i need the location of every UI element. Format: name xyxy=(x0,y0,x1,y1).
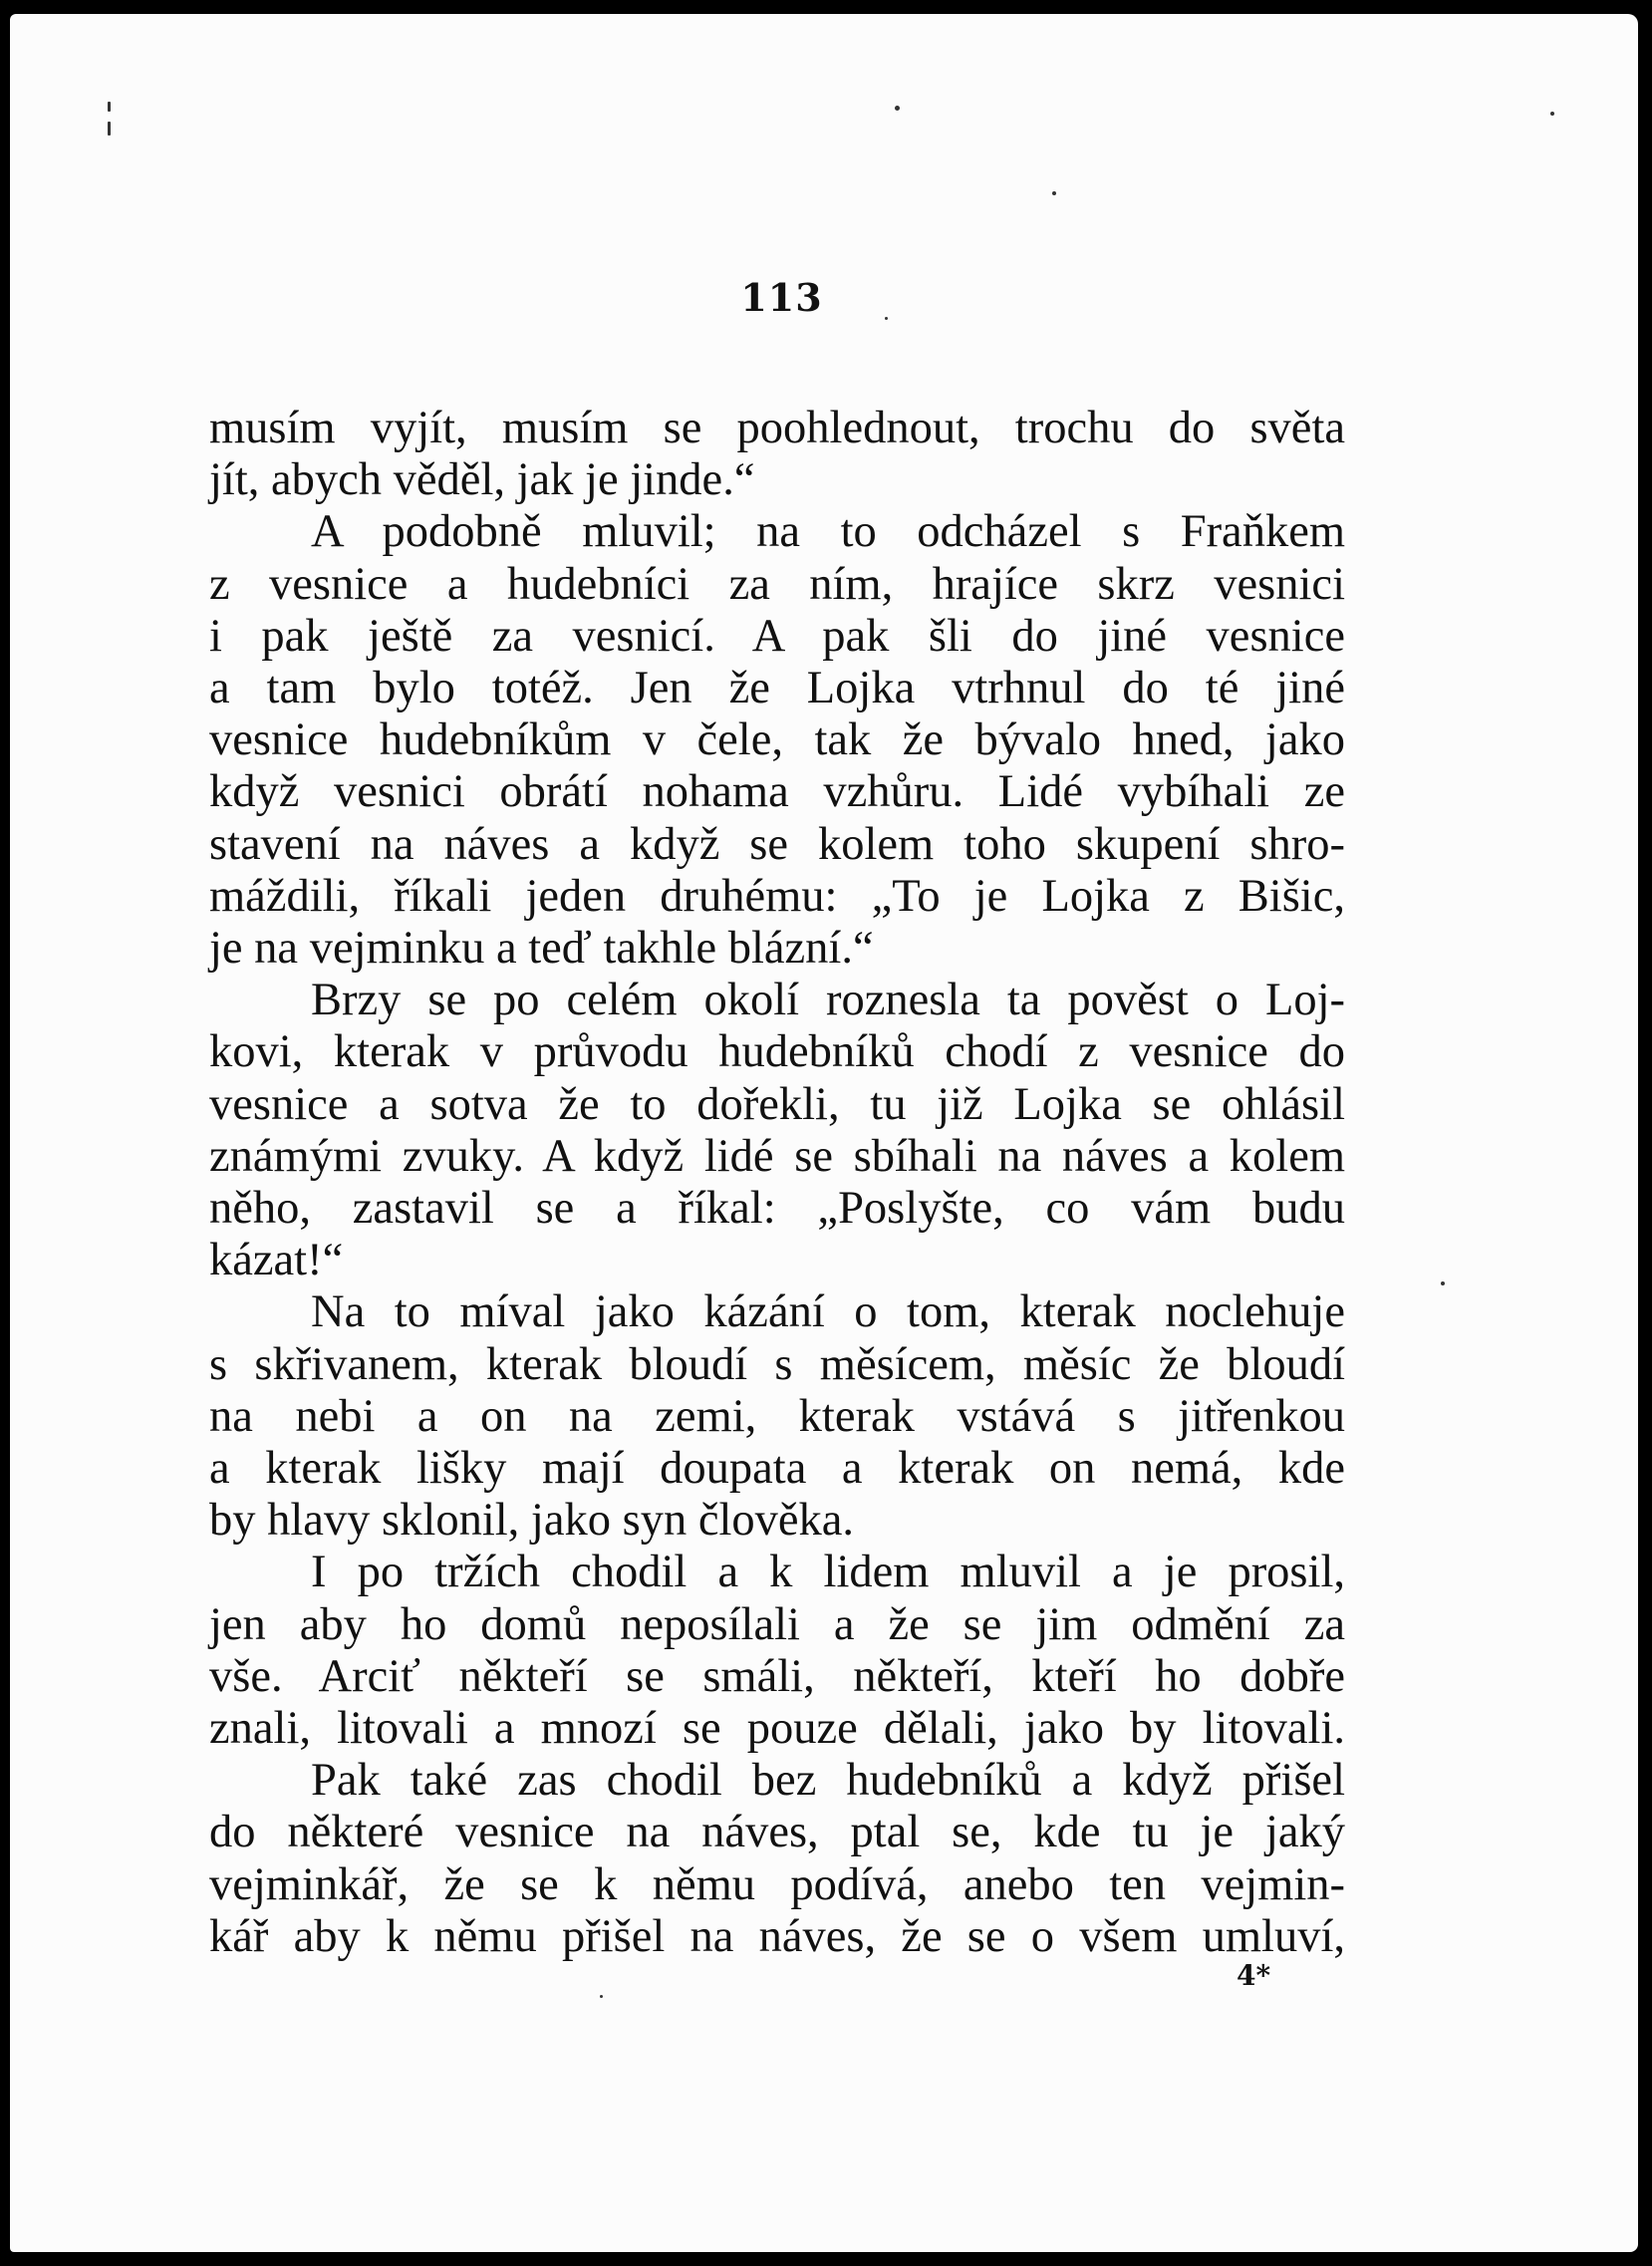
text-line: známými zvuky. A když lidé se sbíhali na náves a kolem xyxy=(209,1130,1345,1182)
text-line: na nebi a on na zemi, kterak vstává s jitřenkou xyxy=(209,1390,1345,1442)
text-line: a kterak lišky mají doupata a kterak on nemá, kde xyxy=(209,1443,1345,1495)
text-line: je na vejminku a teď takhle blázní.“ xyxy=(209,923,874,975)
text-line: kázat!“ xyxy=(209,1235,344,1286)
text-line: s skřivanem, kterak bloudí s měsícem, měsíc že bloudí xyxy=(209,1338,1345,1390)
text-line: něho, zastavil se a říkal: „Poslyšte, co vám budu xyxy=(209,1183,1345,1235)
text-line: musím vyjít, musím se poohlednout, trochu do světa xyxy=(209,403,1345,453)
text-line: znali, litovali a mnozí se pouze dělali, jako by litovali. xyxy=(209,1703,1345,1755)
text-line: kář aby k němu přišel na náves, že se o všem umluví, xyxy=(209,1910,1345,1962)
page-number: 113 xyxy=(740,275,823,320)
text-line: Na to míval jako kázání o tom, kterak noclehuje xyxy=(311,1286,1345,1338)
book-page xyxy=(10,14,1638,2252)
text-line: kovi, kterak v průvodu hudebníků chodí z vesnice do xyxy=(209,1026,1345,1078)
text-line: když vesnici obrátí nohama vzhůru. Lidé vybíhali ze xyxy=(209,766,1345,818)
text-line: stavení na náves a když se kolem toho skupení shro- xyxy=(209,818,1345,870)
text-line: vše. Arciť někteří se smáli, někteří, kteří ho dobře xyxy=(209,1650,1345,1702)
signature-mark: 4* xyxy=(1237,1959,1271,1992)
text-line: jít, abych věděl, jak je jinde.“ xyxy=(209,454,755,506)
text-line: a tam bylo totéž. Jen že Lojka vtrhnul do té jiné xyxy=(209,663,1345,714)
text-line: by hlavy sklonil, jako syn člověka. xyxy=(209,1495,855,1547)
text-line: A podobně mluvil; na to odcházel s Fraňkem xyxy=(311,506,1345,558)
body-text xyxy=(209,403,1345,1963)
text-line: Brzy se po celém okolí roznesla ta pověst o Loj- xyxy=(311,975,1345,1026)
text-line: jen aby ho domů neposílali a že se jim odmění za xyxy=(209,1598,1345,1650)
text-line: vesnice hudebníkům v čele, tak že bývalo hned, jako xyxy=(209,714,1345,766)
text-line: z vesnice a hudebníci za ním, hrajíce skrz vesnici xyxy=(209,558,1345,610)
text-line: do některé vesnice na náves, ptal se, kde tu je jaký xyxy=(209,1807,1345,1858)
text-line: vesnice a sotva že to dořekli, tu již Lojka se ohlásil xyxy=(209,1078,1345,1130)
text-line: Pak také zas chodil bez hudebníků a když přišel xyxy=(311,1755,1345,1807)
text-line: i pak ještě za vesnicí. A pak šli do jiné vesnice xyxy=(209,610,1345,662)
text-line: máždili, říkali jeden druhému: „To je Lojka z Bišic, xyxy=(209,870,1345,922)
text-line: I po tržích chodil a k lidem mluvil a je prosil, xyxy=(311,1547,1345,1598)
text-line: vejminkář, že se k němu podívá, anebo ten vejmin- xyxy=(209,1858,1345,1910)
